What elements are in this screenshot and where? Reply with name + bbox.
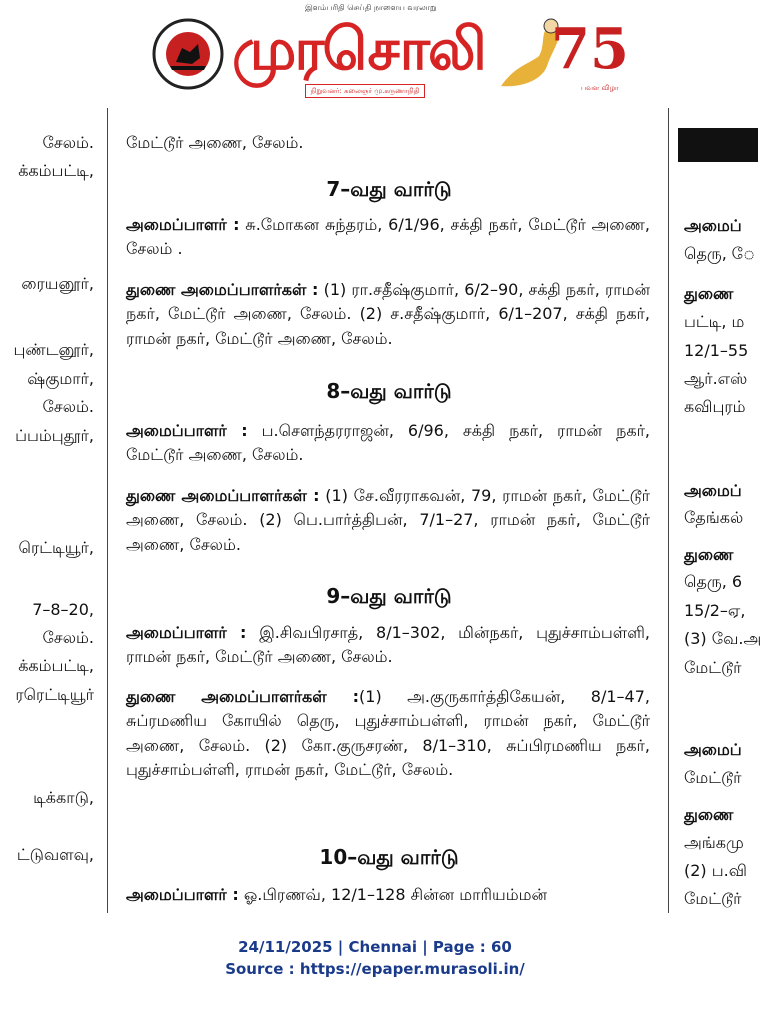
ward-organiser <box>126 419 650 468</box>
ward-organiser <box>126 621 650 670</box>
organiser-details: ஓ.பிரணவ், 12/1–128 சின்ன மாரியம்மன் <box>238 885 547 904</box>
right-fragment: மேட்டூர் <box>684 889 742 908</box>
left-fragment: ரையனூர், <box>21 274 94 293</box>
right-fragment: (2) ப.வி <box>684 861 747 880</box>
right-fragment: துணை <box>684 805 734 824</box>
ward-deputies <box>126 484 650 557</box>
organiser-label: அமைப்பாளர் : <box>126 623 247 642</box>
masthead <box>0 0 750 108</box>
ward-organiser <box>126 213 650 262</box>
page-footer <box>0 936 750 980</box>
right-fragment: தெரு, 6 <box>684 572 743 591</box>
deputies-details: (1) சே.வீரராகவன், 79, ராமன் நகர், மேட்டூர் அணை, சேலம். (2) பெ.பார்த்திபன், 7/1–27, ராமன் நகர், மேட்டூர் அணை, சேலம். <box>126 486 650 554</box>
right-fragment: அமைப் <box>684 216 742 235</box>
newspaper-logo: முரசொலி <box>232 15 485 83</box>
right-fragment: கவிபுரம் <box>684 397 746 416</box>
column-divider-left <box>107 108 108 913</box>
masthead-tagline: இளம்பரிதி செய்தி நாளைய வரலாறு <box>305 3 437 12</box>
left-fragment: ஷ்குமார், <box>27 369 94 388</box>
left-fragment: சேலம். <box>42 397 94 416</box>
left-fragment: க்கம்பட்டி, <box>18 161 94 180</box>
left-fragment: புண்டனூர், <box>13 340 94 359</box>
right-fragment: அமைப் <box>684 740 742 759</box>
edition-info: 24/11/2025 | Chennai | Page : 60 <box>238 938 512 956</box>
organiser-details: சு.மோகன சுந்தரம், 6/1/96, சக்தி நகர், மேட்டூர் அணை, சேலம் . <box>126 215 651 259</box>
right-fragment: அமைப் <box>684 481 742 500</box>
source-link[interactable]: Source : https://epaper.murasoli.in/ <box>225 960 525 978</box>
right-fragment: தெரு, ே <box>684 244 756 263</box>
left-fragment: சேலம். <box>42 628 94 647</box>
left-fragment: ரெட்டியூர், <box>18 538 94 557</box>
organiser-label: அமைப்பாளர் : <box>126 421 248 440</box>
column-divider-right <box>668 108 669 913</box>
organiser-details: ப.செளந்தரராஜன், 6/96, சக்தி நகர், ராமன் நகர், மேட்டூர் அணை, சேலம். <box>126 421 651 465</box>
ward-heading: 7–வது வார்டு <box>326 177 452 201</box>
carryover-line: மேட்டூர் அணை, சேலம். <box>126 133 304 152</box>
ward-organiser <box>126 883 650 907</box>
right-fragment: தேங்கல் <box>684 508 744 527</box>
masthead-subline: நிறுவனர்: கலைஞர் மு.கருணாநிதி <box>305 84 425 98</box>
ward-heading: 8–வது வார்டு <box>326 379 452 403</box>
right-fragment: ஆர்.எஸ் <box>684 369 748 388</box>
anniversary-caption: பவள விழா <box>581 84 619 92</box>
anniversary-emblem-icon <box>495 6 629 96</box>
ward-deputies <box>126 278 650 351</box>
deputies-label: துணை அமைப்பாளர்கள் : <box>126 687 360 706</box>
organiser-label: அமைப்பாளர் : <box>126 885 239 904</box>
right-column <box>670 108 761 913</box>
left-fragment: க்கம்பட்டி, <box>18 656 94 675</box>
left-fragment: ரரெட்டியூர் <box>15 685 94 704</box>
center-column <box>110 108 668 913</box>
left-column <box>0 108 106 913</box>
right-fragment: 12/1–55 <box>684 341 749 360</box>
ward-heading: 10–வது வார்டு <box>319 845 459 869</box>
right-fragment: துணை <box>684 284 734 303</box>
right-fragment: பட்டி, ம <box>684 312 745 331</box>
organiser-details: இ.சிவபிரசாத், 8/1–302, மின்நகர், புதுச்சாம்பள்ளி, ராமன் நகர், மேட்டூர் அணை, சேலம். <box>126 623 651 667</box>
party-emblem-icon <box>152 18 224 90</box>
ward-heading: 9–வது வார்டு <box>326 584 452 608</box>
deputies-details: (1) அ.குருகார்த்திகேயன், 8/1–47, சுப்ரமணிய கோயில் தெரு, புதுச்சாம்பள்ளி, ராமன் நகர், மேட்டூர் அணை, சேலம். (2) கோ.குருசரண், 8/1–310, சுப்பிரமணிய நகர், புதுச்சாம்பள்ளி, ராமன் நகர், மேட்டூர், சேலம். <box>126 687 650 780</box>
organiser-label: அமைப்பாளர் : <box>126 215 240 234</box>
anniversary-number: 75 <box>551 16 629 82</box>
right-fragment: அங்கமு <box>684 833 744 852</box>
left-fragment: சேலம். <box>42 133 94 152</box>
left-fragment: ப்பம்புதூர், <box>15 426 94 445</box>
right-fragment: 15/2–ஏ, <box>684 601 746 620</box>
right-fragment: மேட்டூர் <box>684 768 742 787</box>
left-fragment: 7–8–20, <box>32 600 94 619</box>
deputies-details: (1) ரா.சதீஷ்குமார், 6/2–90, சக்தி நகர், ராமன் நகர், மேட்டூர் அணை, சேலம். (2) ச.சதீஷ்குமார், 6/1–207, சக்தி நகர், ராமன் நகர், மேட்டூர் அணை, சேலம். <box>126 280 650 348</box>
right-fragment: துணை <box>684 545 734 564</box>
ward-deputies <box>126 685 650 783</box>
deputies-label: துணை அமைப்பாளர்கள் : <box>126 486 320 505</box>
right-fragment: (3) வே.அ <box>684 629 761 648</box>
right-fragment: மேட்டூர் <box>684 658 742 677</box>
left-fragment: டிக்காடு, <box>33 788 94 807</box>
deputies-label: துணை அமைப்பாளர்கள் : <box>126 280 319 299</box>
left-fragment: ட்டுவளவு, <box>16 845 94 864</box>
section-header-bar <box>678 128 758 162</box>
